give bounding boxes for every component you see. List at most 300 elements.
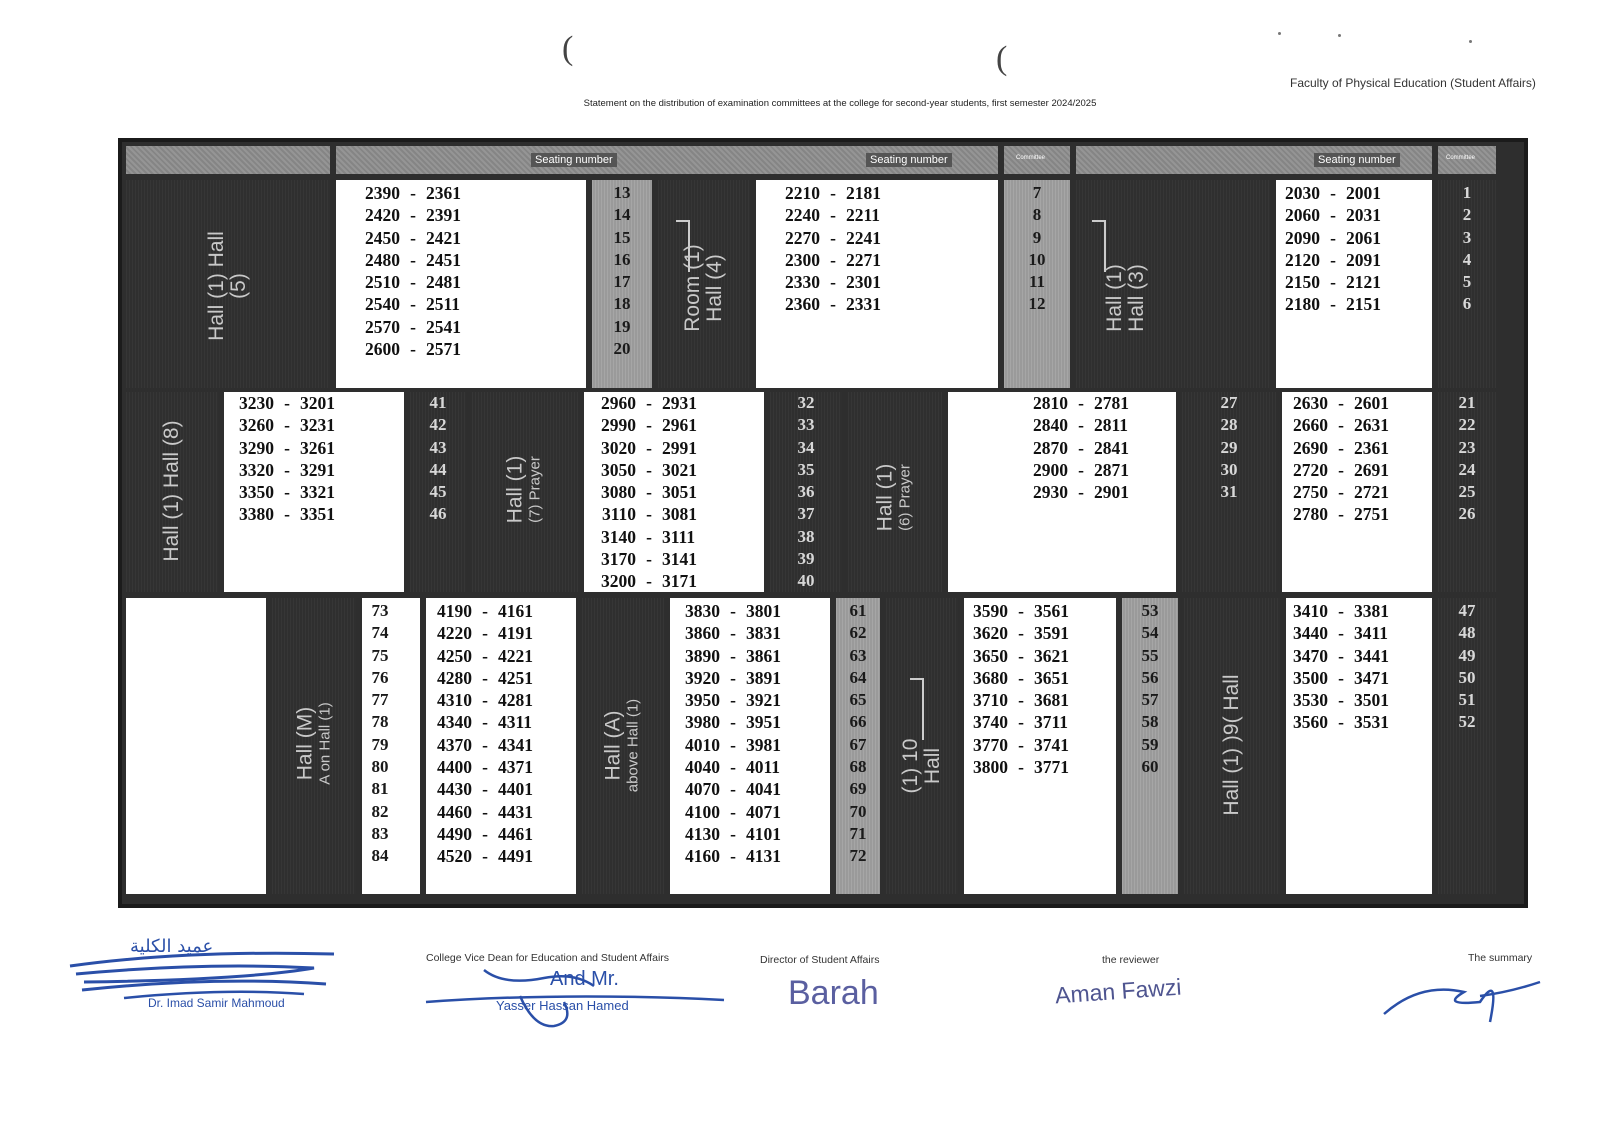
seating-range — [342, 271, 476, 293]
vice-dean-title: College Vice Dean for Education and Student Affairs — [426, 952, 670, 964]
committee-number: 34 — [797, 437, 815, 457]
range-end: 2990 — [601, 415, 636, 436]
committee-number: 25 — [1458, 482, 1476, 502]
committee-number: 32 — [797, 393, 815, 412]
range-dash: - — [1330, 205, 1336, 226]
committee-number: 20 — [613, 339, 631, 359]
range-end: 3290 — [239, 437, 274, 458]
range-end: 3920 — [685, 667, 720, 688]
range-dash: - — [410, 339, 416, 360]
range-start: 3801 — [746, 601, 781, 621]
seating-cell — [1282, 392, 1432, 592]
range-end: 3800 — [973, 757, 1008, 778]
seating-range — [578, 414, 712, 436]
range-start: 4281 — [498, 690, 533, 711]
range-end: 3680 — [973, 667, 1008, 688]
committee-number: 36 — [797, 482, 815, 502]
header-cell — [1004, 146, 1070, 174]
range-dash: - — [1078, 459, 1084, 480]
range-end: 2570 — [365, 316, 400, 337]
range-start: 2631 — [1354, 415, 1389, 436]
range-start: 3921 — [746, 690, 781, 711]
committee-number-list — [770, 392, 842, 593]
committee-number-list — [1438, 182, 1496, 316]
hall-cell — [1076, 180, 1270, 388]
committee-number: 65 — [849, 690, 867, 710]
committee-number: 72 — [849, 846, 867, 866]
seating-range — [342, 249, 476, 271]
range-end: 4010 — [685, 734, 720, 755]
range-dash: - — [730, 712, 736, 733]
range-dash: - — [1018, 667, 1024, 688]
range-dash: - — [482, 601, 488, 621]
range-end: 3410 — [1293, 601, 1328, 621]
range-start: 2301 — [846, 272, 881, 293]
range-end: 3620 — [973, 623, 1008, 644]
committee-number: 77 — [371, 690, 389, 710]
seating-range — [1270, 600, 1404, 622]
range-end: 3770 — [973, 734, 1008, 755]
committee-number: 37 — [797, 504, 815, 524]
seating-range-list — [578, 392, 712, 593]
seating-range-list — [1270, 600, 1404, 734]
committee-number: 12 — [1028, 294, 1046, 314]
seating-range — [762, 182, 896, 204]
range-start: 3651 — [1034, 667, 1069, 688]
summary-title: The summary — [1468, 952, 1533, 964]
range-start: 2871 — [1094, 459, 1129, 480]
range-end: 3020 — [601, 437, 636, 458]
range-dash: - — [482, 645, 488, 666]
committee-number: 47 — [1458, 601, 1476, 620]
range-start: 3321 — [300, 482, 335, 503]
range-start: 4071 — [746, 801, 781, 822]
seating-range — [1262, 204, 1396, 226]
seating-range — [342, 227, 476, 249]
range-dash: - — [730, 801, 736, 822]
range-end: 2960 — [601, 393, 636, 413]
range-end: 2270 — [785, 227, 820, 248]
committee-number: 27 — [1220, 393, 1238, 412]
range-start: 2811 — [1094, 415, 1129, 436]
range-start: 3291 — [300, 459, 335, 480]
seating-range — [662, 711, 796, 733]
range-end: 2060 — [1285, 205, 1320, 226]
seating-range — [1262, 227, 1396, 249]
vice-dean-name-line1: And Mr. — [550, 968, 619, 990]
committee-number: 68 — [849, 757, 867, 777]
range-end: 3740 — [973, 712, 1008, 733]
range-end: 2480 — [365, 249, 400, 270]
range-dash: - — [482, 757, 488, 778]
committee-number: 80 — [371, 757, 389, 777]
range-dash: - — [284, 393, 290, 413]
seating-range — [662, 845, 796, 867]
seating-range — [342, 293, 476, 315]
seating-range — [578, 437, 712, 459]
seating-range — [216, 437, 350, 459]
range-end: 2750 — [1293, 482, 1328, 503]
range-start: 3681 — [1034, 690, 1069, 711]
seating-cell — [1276, 180, 1432, 388]
range-start: 2751 — [1354, 504, 1389, 525]
range-dash: - — [482, 667, 488, 688]
seating-number-header: Seating number — [866, 153, 952, 167]
committee-number: 24 — [1458, 459, 1476, 479]
seating-range — [578, 481, 712, 503]
seating-number-header: Seating number — [1314, 153, 1400, 167]
range-start: 4131 — [746, 846, 781, 867]
committee-number: 44 — [429, 459, 447, 479]
committee-number: 54 — [1141, 623, 1159, 643]
range-dash: - — [830, 227, 836, 248]
range-end: 2120 — [1285, 249, 1320, 270]
committee-number: 79 — [371, 734, 389, 754]
range-dash: - — [1338, 482, 1344, 503]
seating-range — [414, 600, 548, 622]
seating-range — [662, 756, 796, 778]
range-dash: - — [646, 393, 652, 413]
range-end: 3320 — [239, 459, 274, 480]
range-start: 2241 — [846, 227, 881, 248]
range-end: 2150 — [1285, 272, 1320, 293]
range-end: 4430 — [437, 779, 472, 800]
statement-title: Statement on the distribution of examination committees at the college for second-year students, first semester 2024/2025 — [583, 98, 1097, 109]
range-end: 3650 — [973, 645, 1008, 666]
committee-number: 75 — [371, 645, 389, 665]
committee-number: 73 — [371, 601, 389, 620]
range-dash: - — [482, 846, 488, 867]
seating-range — [414, 823, 548, 845]
seating-range — [414, 689, 548, 711]
seating-range — [950, 711, 1084, 733]
seating-range — [662, 823, 796, 845]
seating-range — [216, 503, 350, 525]
range-dash: - — [410, 183, 416, 203]
seating-range — [762, 227, 896, 249]
range-start: 2031 — [1346, 205, 1381, 226]
seating-range-list — [1262, 182, 1396, 316]
range-end: 2510 — [365, 272, 400, 293]
hall-cell — [582, 598, 664, 894]
range-end: 3830 — [685, 601, 720, 621]
range-dash: - — [1330, 227, 1336, 248]
range-dash: - — [284, 459, 290, 480]
committee-number: 21 — [1458, 393, 1476, 412]
committee-cell — [1438, 392, 1496, 592]
range-end: 2690 — [1293, 437, 1328, 458]
range-start: 2721 — [1354, 482, 1389, 503]
hall-cell — [658, 180, 750, 388]
range-dash: - — [1018, 645, 1024, 666]
seating-cell — [964, 598, 1116, 894]
seating-range-list — [1010, 392, 1144, 503]
range-start: 4431 — [498, 801, 533, 822]
committee-number: 61 — [849, 601, 867, 620]
director-title: Director of Student Affairs — [760, 954, 880, 966]
seating-range — [414, 778, 548, 800]
range-dash: - — [482, 779, 488, 800]
seating-range — [1270, 459, 1404, 481]
seating-range — [1262, 271, 1396, 293]
range-dash: - — [646, 504, 652, 525]
seating-cell — [670, 598, 830, 894]
range-start: 2391 — [426, 205, 461, 226]
committee-number: 59 — [1141, 734, 1159, 754]
seating-range — [1262, 293, 1396, 315]
committee-number-list — [1122, 600, 1178, 778]
range-end: 4400 — [437, 757, 472, 778]
hall-label: Hall (M) A on Hall (1) — [293, 702, 334, 785]
committee-number: 19 — [613, 316, 631, 336]
range-dash: - — [1338, 645, 1344, 666]
range-end: 4490 — [437, 823, 472, 844]
range-end: 4340 — [437, 712, 472, 733]
range-end: 3530 — [1293, 690, 1328, 711]
range-start: 3261 — [300, 437, 335, 458]
range-dash: - — [1338, 393, 1344, 413]
committee-cell — [1004, 180, 1070, 388]
range-end: 3050 — [601, 459, 636, 480]
committee-number: 53 — [1141, 601, 1159, 620]
hall-cell — [886, 598, 958, 894]
committee-cell — [592, 180, 652, 388]
range-dash: - — [410, 316, 416, 337]
committee-number: 81 — [371, 779, 389, 799]
committee-number: 18 — [613, 294, 631, 314]
seating-range — [414, 711, 548, 733]
seating-range — [662, 600, 796, 622]
committee-number: 3 — [1462, 227, 1472, 247]
range-dash: - — [284, 482, 290, 503]
range-dash: - — [1338, 601, 1344, 621]
range-dash: - — [1018, 757, 1024, 778]
seating-range — [950, 600, 1084, 622]
seating-cell — [584, 392, 764, 592]
range-start: 3051 — [662, 482, 697, 503]
seating-range — [578, 570, 712, 592]
range-start: 3741 — [1034, 734, 1069, 755]
range-dash: - — [1330, 249, 1336, 270]
range-start: 2481 — [426, 272, 461, 293]
range-end: 3350 — [239, 482, 274, 503]
range-dash: - — [482, 734, 488, 755]
seating-cell — [756, 180, 998, 388]
range-start: 2361 — [1354, 437, 1389, 458]
range-end: 3980 — [685, 712, 720, 733]
seating-range — [1270, 503, 1404, 525]
range-end: 2840 — [1033, 415, 1068, 436]
committee-number: 82 — [371, 801, 389, 821]
range-end: 4280 — [437, 667, 472, 688]
committee-number: 71 — [849, 823, 867, 843]
range-dash: - — [730, 667, 736, 688]
reviewer-name: Aman Fawzi — [1054, 973, 1183, 1009]
range-dash: - — [830, 183, 836, 203]
committee-number: 11 — [1028, 272, 1046, 292]
seating-range-list — [950, 600, 1084, 778]
range-start: 3171 — [662, 571, 697, 592]
seating-range — [1270, 481, 1404, 503]
range-start: 2511 — [426, 294, 461, 315]
seating-range — [342, 338, 476, 360]
seating-cell — [224, 392, 404, 592]
range-end: 2330 — [785, 272, 820, 293]
range-start: 3141 — [662, 549, 697, 570]
committee-number-list — [1438, 392, 1496, 526]
range-start: 4221 — [498, 645, 533, 666]
seating-range — [1262, 182, 1396, 204]
range-end: 3440 — [1293, 623, 1328, 644]
seating-range — [578, 526, 712, 548]
range-dash: - — [1338, 667, 1344, 688]
committee-number: 63 — [849, 645, 867, 665]
range-start: 2001 — [1346, 183, 1381, 203]
seating-cell — [1286, 598, 1432, 894]
seating-range — [216, 481, 350, 503]
seating-range — [950, 645, 1084, 667]
seating-range — [414, 622, 548, 644]
committee-number-list — [362, 600, 398, 868]
range-start: 4041 — [746, 779, 781, 800]
committee-cell — [1438, 180, 1496, 388]
committee-header: Committee — [1446, 155, 1476, 161]
committee-number: 16 — [613, 249, 631, 269]
committee-number-list — [836, 600, 880, 868]
range-start: 4191 — [498, 623, 533, 644]
range-end: 3200 — [601, 571, 636, 592]
seating-range — [950, 756, 1084, 778]
range-start: 3231 — [300, 415, 335, 436]
hall-label: Hall (A) above Hall (1) — [601, 698, 642, 793]
range-dash: - — [830, 205, 836, 226]
range-dash: - — [730, 623, 736, 644]
range-end: 2240 — [785, 205, 820, 226]
range-dash: - — [646, 571, 652, 592]
range-start: 3201 — [300, 393, 335, 413]
vice-dean-name-line2: Yasser Hassan Hamed — [496, 998, 629, 1013]
committee-number: 13 — [613, 183, 631, 202]
range-end: 4160 — [685, 846, 720, 867]
range-dash: - — [1330, 272, 1336, 293]
range-end: 2720 — [1293, 459, 1328, 480]
committee-cell — [410, 392, 466, 592]
range-start: 2331 — [846, 294, 881, 315]
range-start: 2991 — [662, 437, 697, 458]
committee-number: 84 — [371, 846, 389, 866]
committee-cell — [836, 598, 880, 894]
header-cell — [336, 146, 998, 174]
range-start: 2211 — [846, 205, 881, 226]
range-end: 2210 — [785, 183, 820, 203]
range-dash: - — [1338, 437, 1344, 458]
seating-range — [414, 756, 548, 778]
range-start: 3021 — [662, 459, 697, 480]
range-dash: - — [1078, 415, 1084, 436]
seating-range — [1010, 392, 1144, 414]
range-dash: - — [730, 601, 736, 621]
committee-number: 5 — [1462, 272, 1472, 292]
seating-range — [1270, 667, 1404, 689]
committee-number: 26 — [1458, 504, 1476, 524]
range-end: 3110 — [601, 504, 636, 525]
committee-number: 69 — [849, 779, 867, 799]
range-dash: - — [730, 757, 736, 778]
range-end: 4190 — [437, 601, 472, 621]
seating-range — [1010, 481, 1144, 503]
seating-range — [1270, 392, 1404, 414]
committee-number-list — [1182, 392, 1276, 503]
range-start: 3561 — [1034, 601, 1069, 621]
range-start: 3411 — [1354, 623, 1389, 644]
seating-range — [1270, 414, 1404, 436]
committee-number: 38 — [797, 526, 815, 546]
hall-label: Hall (1) Hall (5) — [205, 231, 250, 341]
range-start: 4011 — [746, 757, 781, 778]
range-start: 3111 — [662, 526, 696, 547]
committee-number: 39 — [797, 549, 815, 569]
dean-signature-text: عميد الكلية — [130, 936, 214, 957]
seating-cell — [948, 392, 1176, 592]
seating-range — [662, 667, 796, 689]
committee-number: 22 — [1458, 415, 1476, 435]
range-start: 4311 — [498, 712, 533, 733]
committee-number: 62 — [849, 623, 867, 643]
committee-cell — [770, 392, 842, 592]
committee-number: 70 — [849, 801, 867, 821]
seating-range-list — [1270, 392, 1404, 526]
committee-number: 66 — [849, 712, 867, 732]
range-start: 2571 — [426, 339, 461, 360]
committee-number: 17 — [613, 272, 631, 292]
committee-number: 29 — [1220, 437, 1238, 457]
speck — [1278, 32, 1281, 35]
hall-cell — [472, 392, 578, 592]
range-start: 2361 — [426, 183, 461, 203]
seating-range — [414, 734, 548, 756]
range-end: 2030 — [1285, 183, 1320, 203]
committee-number-list — [1004, 182, 1070, 316]
committee-number: 51 — [1458, 690, 1476, 710]
range-start: 2601 — [1354, 393, 1389, 413]
committee-number: 4 — [1462, 249, 1472, 269]
range-end: 3950 — [685, 690, 720, 711]
seating-range — [662, 801, 796, 823]
committee-cell — [362, 598, 420, 894]
hall-cell — [1184, 598, 1280, 894]
range-start: 3531 — [1354, 712, 1389, 733]
range-start: 2181 — [846, 183, 881, 203]
speck — [1338, 34, 1341, 37]
committee-number: 9 — [1032, 227, 1042, 247]
committee-cell — [1182, 392, 1276, 592]
range-start: 3831 — [746, 623, 781, 644]
table-header-row — [122, 142, 1524, 178]
dean-name: Dr. Imad Samir Mahmoud — [148, 996, 285, 1010]
range-start: 4101 — [746, 823, 781, 844]
range-end: 3260 — [239, 415, 274, 436]
range-dash: - — [482, 712, 488, 733]
range-start: 2451 — [426, 249, 461, 270]
seating-range — [1010, 414, 1144, 436]
committee-number: 58 — [1141, 712, 1159, 732]
range-start: 3471 — [1354, 667, 1389, 688]
seating-range — [662, 689, 796, 711]
seating-range — [950, 667, 1084, 689]
seating-range — [578, 459, 712, 481]
committee-number: 28 — [1220, 415, 1238, 435]
seating-range — [1010, 437, 1144, 459]
